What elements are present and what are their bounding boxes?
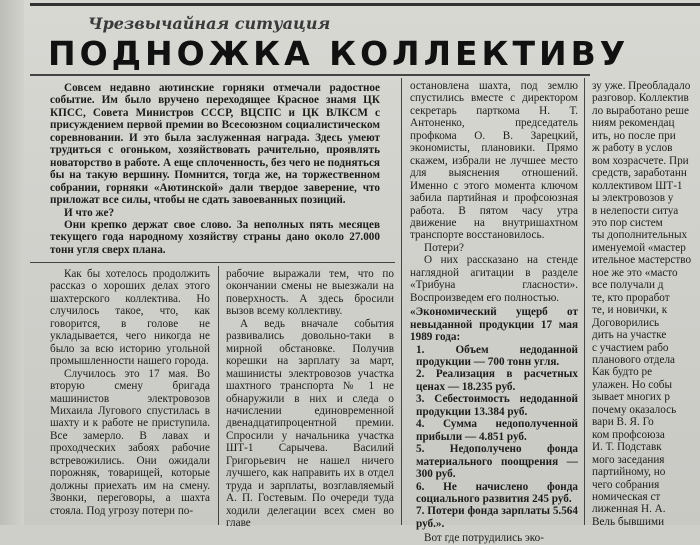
lead-text-2: И что же? xyxy=(64,206,115,219)
col4-line: разговор. Коллектив xyxy=(592,92,689,105)
col4-line: ительное мастерство xyxy=(592,254,692,267)
column-divider-2 xyxy=(401,78,402,525)
col4-line: номическая ст xyxy=(592,490,661,503)
col4-line: ком профсоюза xyxy=(592,428,665,441)
col1-paragraph-2: Случилось это 17 мая. Во вторую смену бригада машинистов электровозов Михаила Лугового спустилась в шахту и к работе не приступила. Все замерло. В лавах и проходческих забоях рабочие встревожились. Они ожидали порожняк, товарищей, которые должны приехать им на смену. Звонки, переговоры, а шахта стояла. Под угрозу потери по- xyxy=(50,367,210,517)
col4-line: в нелепости ситуа xyxy=(592,204,679,217)
col4-line: зывает многих р xyxy=(592,391,670,404)
col4-line: чего собрания xyxy=(592,478,660,491)
col4-line: те, кто проработ xyxy=(592,291,670,304)
column-2 xyxy=(226,268,394,530)
lead-paragraph xyxy=(50,82,380,258)
col2-paragraph-1: рабочие выражали тем, что по окончании смены не выезжали на поверхность. А здесь бросили вызов всему коллективу. xyxy=(226,268,394,318)
col4-line: средств, заработанн xyxy=(592,167,687,180)
col4-line: вари В. Я. Го xyxy=(592,416,654,429)
column-1 xyxy=(50,268,210,525)
lead-text-3: Они крепко держат свое слово. За неполных пять месяцев текущего года народному хозяйству страны дано около 27.000 тонн угля сверх плана. xyxy=(50,218,380,256)
col4-line: зу уже. Преобладало xyxy=(592,80,691,92)
page-left-edge xyxy=(0,0,24,525)
col4-line: все получали д xyxy=(592,279,664,292)
col4-line: почему оказалось xyxy=(592,403,677,416)
col3-paragraph-3: О них рассказано на стенде наглядной агитации в разделе «Трибуна гласности». Воспроизведем его полностью. xyxy=(410,254,578,304)
col4-line: ты дополнительных xyxy=(592,229,688,242)
col4-line: Как будто ре xyxy=(592,366,653,379)
col4-line: именуемой «мастер xyxy=(592,241,686,254)
column-divider-3 xyxy=(584,78,585,525)
loss-item-5: 5. Недополучено фонда материального поощрения — 300 руб. xyxy=(416,443,578,481)
column-4 xyxy=(592,80,700,528)
col4-line: ло выработано реше xyxy=(592,104,689,117)
col4-line: ж работу в услов xyxy=(592,142,673,155)
headline-rule xyxy=(30,74,590,76)
loss-item-6: 6. Не начислено фонда социального развития 245 руб. xyxy=(416,480,578,505)
column-3 xyxy=(410,80,578,545)
col4-line: ниям рекомендац xyxy=(592,117,675,130)
top-rule xyxy=(30,3,700,6)
col4-line: с участием рабо xyxy=(592,341,669,354)
col3-paragraph-4: Вот где потрудились эко- xyxy=(424,532,544,545)
lead-bottom-rule xyxy=(30,262,395,263)
col2-paragraph-2: А ведь вначале события развивались довольно-таки в мирной обстановке. Получив корешки на зарплату за март, машинисты электровозов участка шахтного транспорта № 1 не обнаружили в них и следа о начислении единовременной двенадцатипроцентной премии. Спросили у начальника участка ШТ-1 Сарычева. Василий Григорьевич не нашел ничего лучшего, как направить их в отдел труда и зарплаты, возглавляемый А. П. Гостевым. По очереди туда ходили делегации всех смен во главе xyxy=(226,317,394,530)
col4-line: улажен. Но собы xyxy=(592,378,673,391)
col4-line: планового отдела xyxy=(592,353,676,366)
loss-item-7: 7. Потери фонда зарплаты 5.564 руб.». xyxy=(416,505,578,530)
col4-line: дить на участке xyxy=(592,329,667,342)
lead-text-1: Совсем недавно аютинские горняки отмечали радостное событие. Им было вручено переходящее Красное знамя ЦК КПСС, Совета Министров СССР, ВЦСПС и ЦК ВЛКСМ с присуждением первой премии во Всесоюзном социалистическом соревновании. И это была заслуженная награда. Здесь умеют трудиться с огоньком, хозяйствовать рачительно, проявлять новаторство в работе. А еще сплоченность, без чего не подняться бы на такую вершину. Помнится, тогда же, на торжественном собрании, горняки «Аютинской» дали твердое заверение, что приложат все силы, чтобы не сдать завоеванных позиций. xyxy=(50,82,380,207)
col4-line: лиженная Н. А. xyxy=(592,503,666,516)
loss-item-2: 2. Реализация в расчетных ценах — 18.235 руб. xyxy=(416,368,578,393)
loss-item-3: 3. Себестоимость недоданной продукции 13.384 руб. xyxy=(416,393,578,418)
col4-line: ить, но после при xyxy=(592,129,676,142)
col1-paragraph-1: Как бы хотелось продолжить рассказ о хороших делах этого шахтерского коллектива. Но случилось такое, что, как говорится, в голове не укладывается, чего никогда не было за всю историю угольной промышленности нашего города. xyxy=(50,268,210,368)
col4-line: мого заседания xyxy=(592,453,665,466)
col4-line: Вель бывшими xyxy=(592,515,665,528)
col3-paragraph-1: остановлена шахта, под землю спустились вместе с директором секретарь парткома Н. Т. Антоненко, председатель профкома О. В. Зарецкий, экономисты, плановики. Прямо скажем, избрали не лучшее место для выяснения отношений. Именно с этого момента ключом забила партийная и профсоюзная работа. В пятом часу утра движение на внутришахтном транспорте восстановилось. xyxy=(410,80,578,242)
col4-line: коллективом ШТ-1 xyxy=(592,179,683,192)
loss-item-4: 4. Сумма недополученной прибыли — 4.851 руб. xyxy=(416,418,578,443)
col4-line: ы электровозов у xyxy=(592,192,674,205)
col4-line: ное же это «масто xyxy=(592,266,678,279)
col4-line: партийному, но xyxy=(592,466,666,479)
article-headline: ПОДНОЖКА КОЛЛЕКТИВУ xyxy=(48,34,630,73)
col4-line: это пор систем xyxy=(592,216,663,229)
col4-line: И. Т. Подставк xyxy=(592,441,662,454)
loss-item-1: 1. Объем недоданной продукции — 700 тонн угля. xyxy=(416,343,578,368)
col4-line: Договорились xyxy=(592,316,660,329)
col3-paragraph-2: Потери? xyxy=(424,241,464,254)
col4-line: те, и новички, к xyxy=(592,304,668,317)
rubric-kicker: Чрезвычайная ситуация xyxy=(88,14,331,33)
col4-line: вом хозрасчете. При xyxy=(592,154,689,167)
loss-box-title: «Экономический ущерб от невыданной продукции 17 мая 1989 года: xyxy=(410,306,578,344)
column-divider-1 xyxy=(218,266,219,525)
